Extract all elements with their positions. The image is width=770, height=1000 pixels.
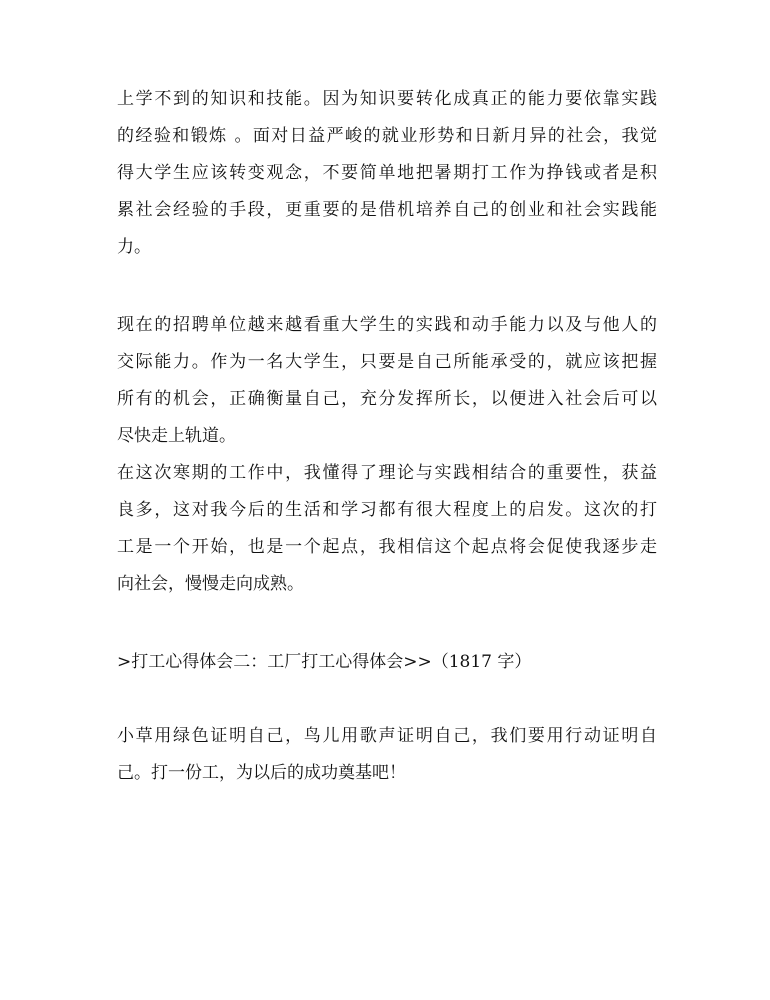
paragraph-line: 在这次寒期的工作中，我懂得了理论与实践相结合的重要性，获益: [117, 463, 657, 483]
paragraph-line: 己。打一份工，为以后的成功奠基吧！: [117, 763, 406, 783]
paragraph-line: 得大学生应该转变观念，不要简单地把暑期打工作为挣钱或者是积: [117, 163, 657, 183]
paragraph-1: [117, 81, 657, 266]
paragraph-2: [117, 307, 657, 455]
paragraph-line: 现在的招聘单位越来越看重大学生的实践和动手能力以及与他人的: [117, 315, 657, 335]
paragraph-line: 向社会，慢慢走向成熟。: [117, 574, 304, 594]
paragraph-line: 良多，这对我今后的生活和学习都有很大程度上的启发。这次的打: [117, 500, 657, 520]
paragraph-line: 上学不到的知识和技能。因为知识要转化成真正的能力要依靠实践: [117, 89, 657, 109]
paragraph-line: 力。: [117, 237, 151, 257]
paragraph-line: 所有的机会，正确衡量自己，充分发挥所长，以便进入社会后可以: [117, 389, 657, 409]
paragraph-line: 工是一个开始，也是一个起点，我相信这个起点将会促使我逐步走: [117, 537, 657, 557]
section-heading-text: >打工心得体会二：工厂打工心得体会>>（1817 字）: [117, 652, 532, 672]
paragraph-line: 尽快走上轨道。: [117, 426, 236, 446]
paragraph-3: [117, 455, 657, 603]
paragraph-4: [117, 718, 657, 792]
paragraph-line: 小草用绿色证明自己，鸟儿用歌声证明自己，我们要用行动证明自: [117, 726, 657, 746]
paragraph-line: 的经验和锻炼 。面对日益严峻的就业形势和日新月异的社会，我觉: [117, 126, 657, 146]
paragraph-line: 累社会经验的手段，更重要的是借机培养自己的创业和社会实践能: [117, 200, 657, 220]
section-heading: [117, 644, 657, 681]
paragraph-line: 交际能力。作为一名大学生，只要是自己所能承受的，就应该把握: [117, 352, 657, 372]
